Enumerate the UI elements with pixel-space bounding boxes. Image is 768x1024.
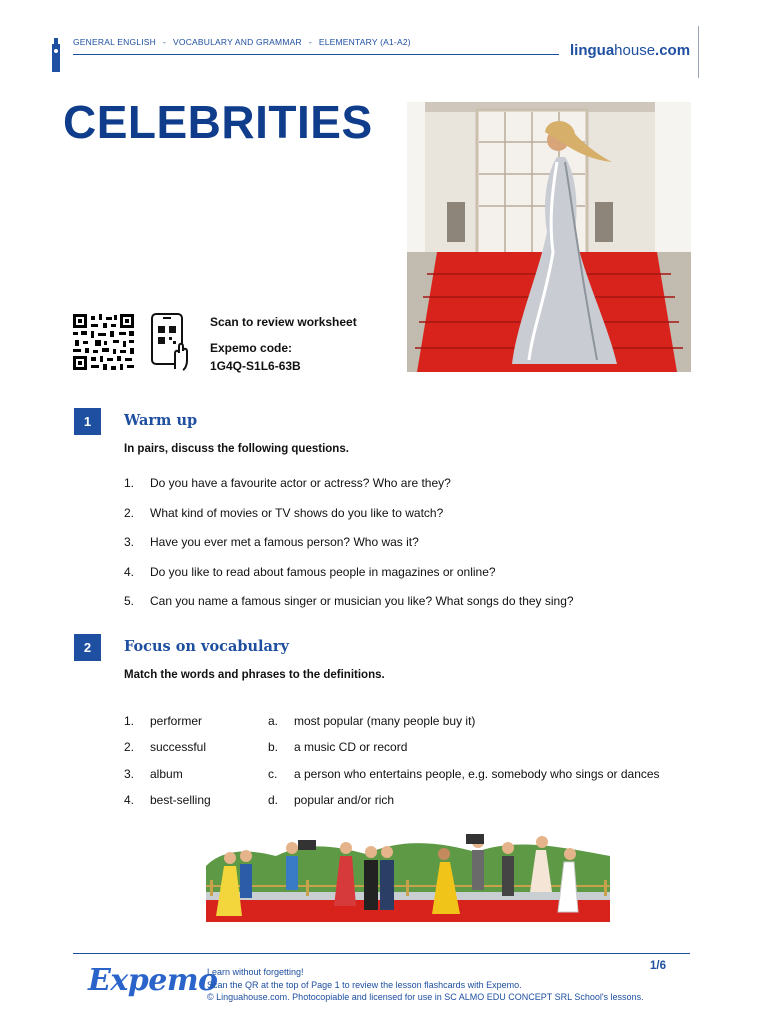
- brand-logo[interactable]: linguahouse.com: [570, 42, 691, 59]
- red-carpet-illustration: [206, 826, 610, 922]
- phone-scan-icon: [149, 313, 193, 371]
- breadcrumb-topic: VOCABULARY AND GRAMMAR: [173, 37, 302, 47]
- section-2-title: Focus on vocabulary: [124, 638, 289, 655]
- header-divider: [698, 26, 699, 78]
- celebrity-red-carpet-photo: [407, 102, 691, 372]
- scan-label: Scan to review worksheet: [210, 315, 357, 329]
- warm-up-questions: [124, 476, 574, 624]
- page-title: CELEBRITIES: [63, 96, 373, 148]
- footer-text: [207, 966, 644, 1004]
- section-2-instruction: Match the words and phrases to the definitions.: [124, 669, 385, 681]
- table-row: 4. best-selling d. popular and/or rich: [124, 792, 395, 807]
- breadcrumb-level: ELEMENTARY (A1-A2): [318, 37, 411, 47]
- list-item: 4. Do you like to read about famous people in magazines or online?: [124, 564, 496, 579]
- list-item: 1. Do you have a favourite actor or actress? Who are they?: [124, 476, 451, 490]
- big-ben-icon: [50, 38, 62, 72]
- footer-tagline: Learn without forgetting!: [207, 967, 304, 977]
- expemo-logo: Expemo: [88, 963, 218, 998]
- expemo-code: 1G4Q-S1L6-63B: [210, 359, 301, 374]
- list-item: 3. Have you ever met a famous person? Who was it?: [124, 535, 419, 550]
- section-1-number: 1: [74, 408, 101, 435]
- table-row: 2. successful b. a music CD or record: [124, 740, 408, 755]
- table-row: 1. performer a. most popular (many people buy it): [124, 714, 476, 728]
- section-1-title: Warm up: [124, 412, 198, 429]
- list-item: 5. Can you name a famous singer or musician you like? What songs do they sing?: [124, 594, 574, 609]
- section-1-instruction: In pairs, discuss the following questions.: [124, 443, 349, 455]
- expemo-code-label: Expemo code:: [210, 340, 293, 355]
- qr-info: [210, 313, 357, 383]
- breadcrumb-course: GENERAL ENGLISH: [73, 37, 156, 47]
- footer-copyright: © Linguahouse.com. Photocopiable and licensed for use in SC ALMO EDU CONCEPT SRL School's lessons.: [207, 992, 644, 1003]
- footer-rule: [73, 953, 690, 954]
- table-row: 3. album c. a person who entertains people, e.g. somebody who sings or dances: [124, 766, 660, 781]
- list-item: 2. What kind of movies or TV shows do you like to watch?: [124, 505, 444, 520]
- vocabulary-matching: [124, 714, 660, 819]
- header-rule: [73, 54, 559, 55]
- section-2-number: 2: [74, 634, 101, 661]
- breadcrumb: GENERAL ENGLISH - VOCABULARY AND GRAMMAR - ELEMENTARY (A1-A2): [73, 37, 411, 47]
- qr-code[interactable]: [73, 314, 134, 370]
- footer-instruction: Scan the QR at the top of Page 1 to review the lesson flashcards with Expemo.: [207, 979, 522, 990]
- page-number: 1/6: [650, 960, 666, 972]
